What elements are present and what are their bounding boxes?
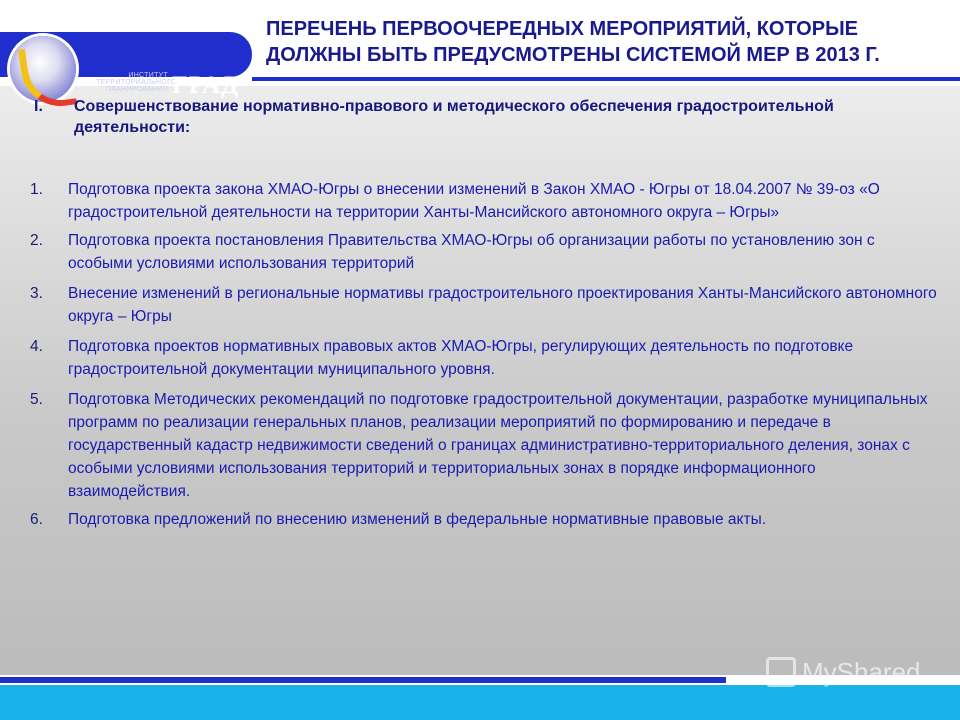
emblem-arc [18, 43, 77, 111]
logo-subtitle-line2: ТЕРРИТОРИАЛЬНОГО [96, 79, 177, 86]
list-item [30, 178, 940, 224]
watermark-logo-icon [766, 657, 796, 687]
list-item-number: 6. [30, 511, 43, 528]
watermark [766, 652, 921, 692]
list-item [30, 282, 940, 328]
logo-subtitle [96, 72, 177, 93]
institute-emblem-icon [10, 36, 76, 102]
logo-subtitle-line1: ИНСТИТУТ [128, 72, 168, 79]
list-item-number: 5. [30, 391, 43, 408]
list-item-number: 2. [30, 232, 43, 249]
header-divider [252, 77, 960, 81]
list-item-text: Подготовка предложений по внесению изменений в федеральные нормативные правовые акты. [68, 511, 767, 528]
list-item-text: Подготовка проекта закона ХМАО-Югры о внесении изменений в Закон ХМАО - Югры от 18.04.2007 № 39-оз «О градостроительной деятельности на территории Ханты-Мансийского автономного округа – Югры» [68, 181, 880, 221]
section-title: Совершенствование нормативно-правового и методического обеспечения градостроительной деятельности: [74, 98, 834, 136]
slide-title: ПЕРЕЧЕНЬ ПЕРВООЧЕРЕДНЫХ МЕРОПРИЯТИЙ, КОТОРЫЕ ДОЛЖНЫ БЫТЬ ПРЕДУСМОТРЕНЫ СИСТЕМОЙ МЕР В 2013 Г. [266, 18, 880, 66]
list-item [30, 229, 940, 275]
list-item [30, 335, 940, 381]
list-item-text: Внесение изменений в региональные нормативы градостроительного проектирования Ханты-Мансийского автономного округа – Югры [68, 285, 937, 325]
list-item-number: 4. [30, 338, 43, 355]
logo-subtitle-line3: ПЛАНИРОВАНИЯ [105, 86, 168, 93]
slide-header [0, 0, 960, 99]
footer-divider [0, 677, 726, 683]
section-number: I. [34, 98, 43, 115]
list-item-number: 3. [30, 285, 43, 302]
logo-name: ГРАД [172, 72, 240, 99]
watermark-text: MyShared [802, 656, 921, 687]
list-item [30, 388, 940, 503]
list-item-text: Подготовка проектов нормативных правовых актов ХМАО-Югры, регулирующих деятельность по подготовке градостроительной документации муниципального уровня. [68, 338, 854, 378]
measures-list [30, 178, 940, 531]
list-item [30, 508, 940, 531]
list-item-number: 1. [30, 181, 43, 198]
list-item-text: Подготовка Методических рекомендаций по подготовке градостроительной документации, разработке муниципальных программ по реализации генеральных планов, реализации мероприятий по формированию и передаче в государственный кадастр недвижимости сведений о границах административно-территориального деления, зонах с особыми условиями использования территорий и территориальных зонах в порядке информационного взаимодействия. [68, 391, 928, 500]
list-item-text: Подготовка проекта постановления Правительства ХМАО-Югры об организации работы по установлению зон с особыми условиями использования территорий [68, 232, 875, 272]
logo-banner [0, 32, 252, 99]
